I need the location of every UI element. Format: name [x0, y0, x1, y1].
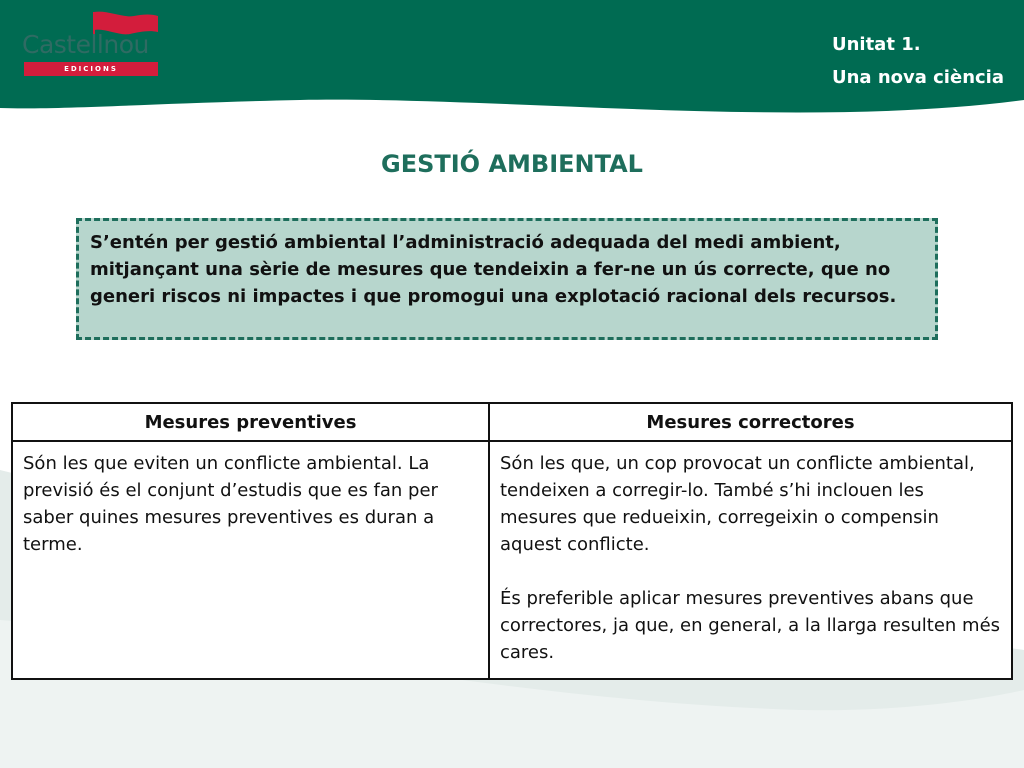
corrective-text: Són les que, un cop provocat un conflicte ambiental, tendeixen a corregir-lo. També s’hi inclouen les mesures que redueixin, corregeixin o compensin aquest conflicte.: [500, 453, 975, 555]
logo-subtitle: EDICIONS: [24, 62, 158, 76]
publisher-logo: [22, 10, 160, 78]
table-row: [12, 441, 1012, 679]
header-corrective: Mesures correctores: [489, 403, 1012, 441]
cell-preventive: [12, 441, 489, 679]
definition-box: S’entén per gestió ambiental l’administració adequada del medi ambient, mitjançant una sèrie de mesures que tendeixin a fer-ne un ús correcte, que no generi riscos ni impactes i que promogui una explotació racional dels recursos.: [76, 218, 938, 340]
table-header-row: [12, 403, 1012, 441]
corrective-note: És preferible aplicar mesures preventives abans que correctores, ja que, en general, a la llarga resulten més cares.: [500, 588, 1001, 663]
page-title: GESTIÓ AMBIENTAL: [381, 150, 643, 178]
preventive-text: Són les que eviten un conflicte ambiental. La previsió és el conjunt d’estudis que es fan per saber quines mesures preventives es duran a terme.: [23, 453, 438, 555]
unit-label: Unitat 1.: [831, 34, 921, 55]
measures-table: [11, 402, 1013, 680]
cell-corrective: [489, 441, 1012, 679]
logo-wordmark: Castellnou: [22, 30, 149, 59]
unit-name: Una nova ciència: [831, 67, 1004, 88]
header-preventive: Mesures preventives: [12, 403, 489, 441]
unit-header: [832, 28, 1004, 94]
